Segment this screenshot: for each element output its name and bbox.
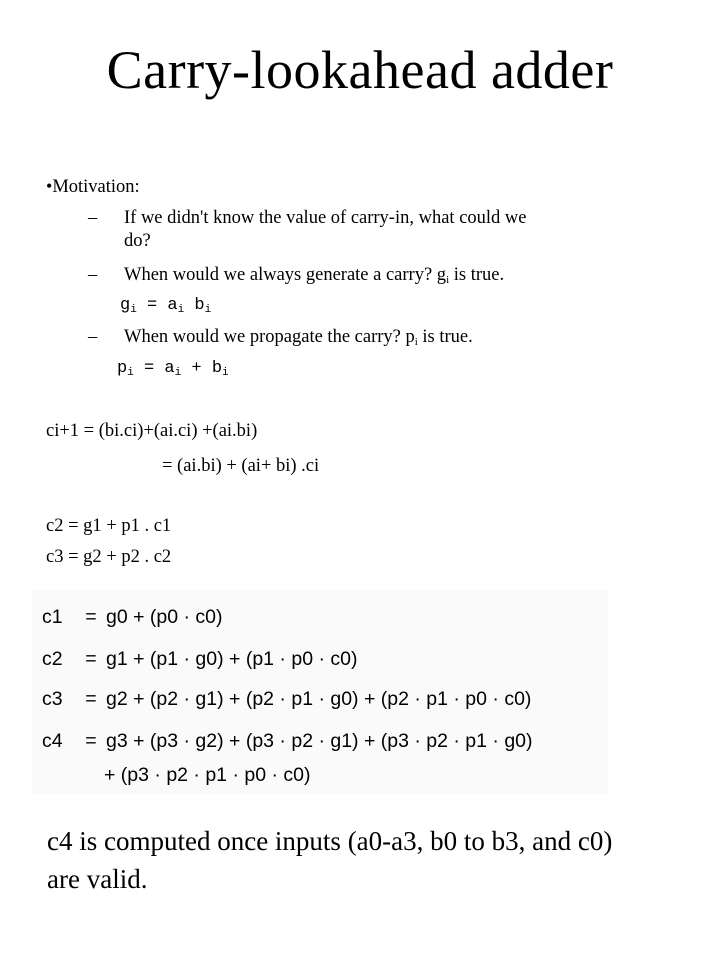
formula-c4 [42, 728, 533, 754]
formula-c3-rhs: g2 + (p2 · g1) + (p2 · p1 · g0) + (p2 · p1 · p0 · c0) [106, 688, 532, 710]
dash-icon: – [88, 265, 98, 285]
p-sub: i [127, 367, 134, 379]
formula-c3 [42, 686, 531, 712]
c3-equation: c3 = g2 + p2 . c2 [46, 547, 172, 567]
formula-c1 [42, 604, 223, 630]
g-a-sub: i [177, 304, 185, 316]
p-b-sub: i [222, 367, 229, 379]
p-a-sub: i [174, 367, 182, 379]
carry-equation-1: ci+1 = (bi.ci)+(ai.ci) +(ai.bi) [46, 421, 258, 441]
question-1-text: If we didn't know the value of carry-in, what could we [124, 208, 527, 228]
formula-c4-eq: = [85, 730, 97, 752]
slide-title: Carry-lookahead adder [106, 40, 614, 100]
g-mid: b [184, 296, 205, 315]
g-b-sub: i [204, 304, 212, 316]
formula-c1-lhs: c1 [42, 606, 63, 628]
question-2-sub: i [446, 274, 450, 286]
generate-formula [120, 294, 211, 318]
motivation-label: Motivation: [52, 177, 140, 197]
p-symbol: p [117, 359, 128, 378]
formula-c2 [42, 646, 357, 672]
question-2-tail: is true. [449, 265, 505, 285]
c2-equation: c2 = g1 + p1 . c1 [46, 516, 172, 536]
question-1-line-1 [88, 206, 527, 230]
formula-c4-rhs: g3 + (p3 · g2) + (p3 · p2 · g1) + (p3 · p2 · p1 · g0) [106, 730, 533, 752]
question-2 [88, 263, 504, 287]
question-1-line-2: do? [124, 231, 151, 251]
formula-c2-lhs: c2 [42, 648, 63, 670]
p-eq: = a [133, 359, 175, 378]
question-3-tail: is true. [417, 327, 473, 347]
formula-c3-lhs: c3 [42, 688, 63, 710]
question-2-text: When would we always generate a carry? g [124, 265, 447, 285]
dash-icon: – [88, 208, 98, 228]
p-mid: + b [181, 359, 223, 378]
dash-icon: – [88, 327, 98, 347]
conclusion-text: c4 is computed once inputs (a0-a3, b0 to b3, and c0) are valid. [47, 826, 613, 894]
bullet-dot-icon: • [46, 176, 53, 196]
formula-c1-eq: = [85, 606, 97, 628]
g-symbol: g [120, 296, 131, 315]
question-3-sub: i [414, 336, 418, 348]
question-3-text: When would we propagate the carry? p [124, 327, 415, 347]
carry-equation-2: = (ai.bi) + (ai+ bi) .ci [162, 456, 320, 476]
formula-c3-eq: = [85, 688, 97, 710]
lookahead-formulas-box [32, 590, 608, 794]
formula-c2-eq: = [85, 648, 97, 670]
g-sub: i [130, 304, 137, 316]
question-3 [88, 325, 473, 349]
formula-c4-continuation: + (p3 · p2 · p1 · p0 · c0) [104, 764, 311, 786]
propagate-formula [117, 357, 229, 381]
g-eq: = a [136, 296, 178, 315]
motivation-bullet [46, 174, 140, 199]
formula-c2-rhs: g1 + (p1 · g0) + (p1 · p0 · c0) [106, 648, 358, 670]
formula-c4-lhs: c4 [42, 730, 63, 752]
formula-c1-rhs: g0 + (p0 · c0) [106, 606, 223, 628]
